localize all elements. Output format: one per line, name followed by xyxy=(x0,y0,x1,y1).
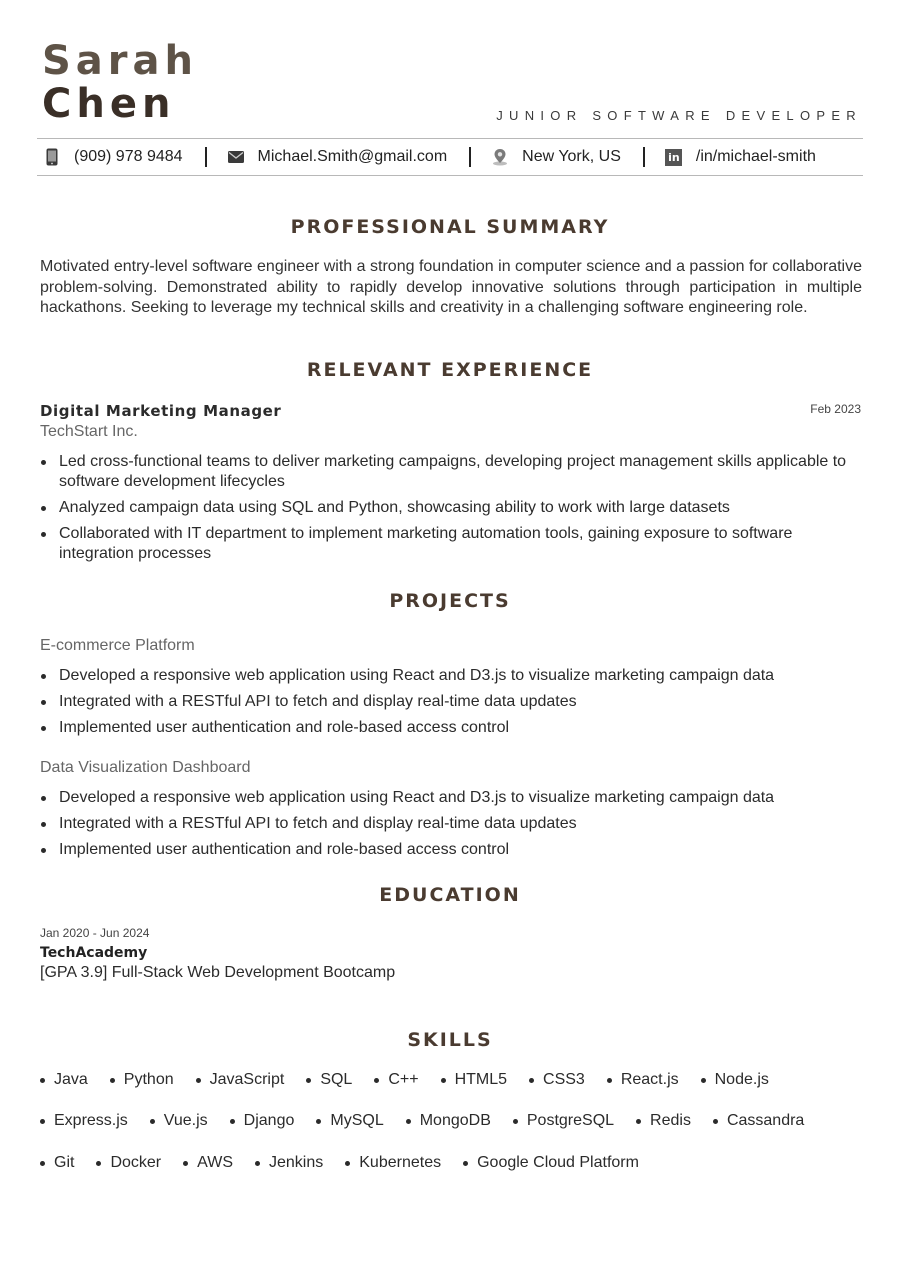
email-link[interactable]: Michael.Smith@gmail.com xyxy=(257,148,448,165)
last-name: Chen xyxy=(42,81,176,127)
experience-bullets xyxy=(40,452,866,564)
company-name: TechStart Inc. xyxy=(40,423,138,440)
location-text: New York, US xyxy=(522,148,621,165)
education-degree: [GPA 3.9] Full-Stack Web Development Bootcamp xyxy=(40,964,396,981)
envelope-icon xyxy=(227,148,245,166)
job-date: Feb 2023 xyxy=(810,402,861,416)
skill-item: Redis xyxy=(636,1112,691,1130)
project-bullets xyxy=(40,666,866,738)
contact-linkedin[interactable] xyxy=(665,148,816,166)
education-date: Jan 2020 - Jun 2024 xyxy=(40,926,150,940)
contact-location xyxy=(491,148,621,166)
location-pin-icon xyxy=(491,148,509,166)
project-bullets xyxy=(40,788,866,860)
contact-divider xyxy=(643,147,645,167)
skill-item: MySQL xyxy=(316,1112,383,1130)
phone-text: (909) 978 9484 xyxy=(74,148,183,165)
skill-item: C++ xyxy=(374,1071,418,1089)
linkedin-icon xyxy=(665,148,683,166)
contact-divider xyxy=(205,147,207,167)
job-role: Digital Marketing Manager xyxy=(40,402,282,420)
section-title-summary: PROFESSIONAL SUMMARY xyxy=(290,216,610,238)
skill-item: Node.js xyxy=(701,1071,769,1089)
skill-item: Google Cloud Platform xyxy=(463,1154,639,1172)
skill-item: Express.js xyxy=(40,1112,128,1130)
skill-item: Python xyxy=(110,1071,174,1089)
project-name: E-commerce Platform xyxy=(40,637,195,654)
candidate-name xyxy=(42,40,198,126)
list-item: Integrated with a RESTful API to fetch and display real-time data updates xyxy=(40,692,866,712)
phone-icon xyxy=(43,148,61,166)
skill-item: Docker xyxy=(96,1154,161,1172)
skill-item: MongoDB xyxy=(406,1112,491,1130)
section-title-experience: RELEVANT EXPERIENCE xyxy=(306,359,594,381)
contact-phone xyxy=(43,148,183,166)
skills-row xyxy=(40,1112,804,1130)
skill-item: CSS3 xyxy=(529,1071,585,1089)
list-item: Led cross-functional teams to deliver marketing campaigns, developing project management skills applicable to software development lifecycles xyxy=(40,452,866,492)
skill-item: HTML5 xyxy=(441,1071,507,1089)
list-item: Collaborated with IT department to implement marketing automation tools, gaining exposure to software integration processes xyxy=(40,524,866,564)
skill-item: JavaScript xyxy=(196,1071,285,1089)
first-name: Sarah xyxy=(42,38,198,84)
skill-item: Django xyxy=(230,1112,295,1130)
skill-item: Vue.js xyxy=(150,1112,208,1130)
skill-item: Cassandra xyxy=(713,1112,804,1130)
contact-divider xyxy=(469,147,471,167)
section-title-skills: SKILLS xyxy=(407,1029,493,1051)
job-title: JUNIOR SOFTWARE DEVELOPER xyxy=(496,108,862,123)
list-item: Integrated with a RESTful API to fetch and display real-time data updates xyxy=(40,814,866,834)
list-item: Developed a responsive web application using React and D3.js to visualize marketing campaign data xyxy=(40,788,866,808)
skill-item: AWS xyxy=(183,1154,233,1172)
skill-item: PostgreSQL xyxy=(513,1112,614,1130)
skill-item: Jenkins xyxy=(255,1154,323,1172)
skills-row xyxy=(40,1071,769,1089)
section-title-projects: PROJECTS xyxy=(389,590,511,612)
skill-item: Kubernetes xyxy=(345,1154,441,1172)
skill-item: Java xyxy=(40,1071,88,1089)
contact-bar xyxy=(37,138,863,176)
list-item: Implemented user authentication and role-based access control xyxy=(40,840,866,860)
linkedin-badge: in xyxy=(665,149,682,166)
list-item: Analyzed campaign data using SQL and Python, showcasing ability to work with large datasets xyxy=(40,498,866,518)
summary-text: Motivated entry-level software engineer with a strong foundation in computer science and a passion for collaborative problem-solving. Demonstrated ability to rapidly develop innovative solutions through participation in multiple hackathons. Seeking to leverage my technical skills and creativity in a challenging software engineering role. xyxy=(40,258,862,316)
skill-item: SQL xyxy=(306,1071,352,1089)
contact-email[interactable] xyxy=(227,148,448,166)
education-school: TechAcademy xyxy=(40,945,148,961)
skill-item: Git xyxy=(40,1154,74,1172)
project-name: Data Visualization Dashboard xyxy=(40,759,251,776)
linkedin-link[interactable]: /in/michael-smith xyxy=(695,148,816,165)
skill-item: React.js xyxy=(607,1071,679,1089)
list-item: Developed a responsive web application using React and D3.js to visualize marketing campaign data xyxy=(40,666,866,686)
skills-row xyxy=(40,1154,639,1172)
list-item: Implemented user authentication and role-based access control xyxy=(40,718,866,738)
section-title-education: EDUCATION xyxy=(379,884,521,906)
